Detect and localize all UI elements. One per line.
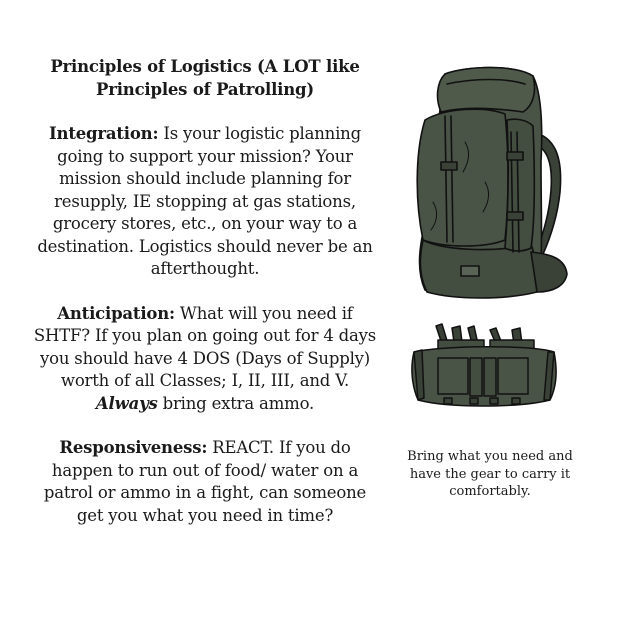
section-heading: Responsiveness:	[59, 438, 208, 457]
section-body: Is your logistic planning going to support your mission? Your mission should include planning for resupply, IE stopping at gas stations, grocery stores, etc., on your way to a destination. Logistics should never be an afterthought.	[37, 124, 373, 278]
section-body-after: bring extra ammo.	[157, 393, 315, 413]
emphasis-text: Always	[95, 393, 158, 413]
chest-rig-icon	[408, 322, 558, 410]
section-integration	[30, 123, 380, 281]
backpack-icon	[405, 62, 575, 302]
section-heading: Anticipation:	[57, 303, 175, 323]
caption: Bring what you need and have the gear to carry it comfortably.	[407, 449, 573, 499]
section-body: What will you need if SHTF? If you plan on going out for 4 days you should have 4 DOS (Days of Supply) worth of all Classes; I, II, III, and V.	[33, 303, 377, 390]
section-responsiveness	[30, 437, 380, 527]
text-column	[30, 56, 380, 549]
section-anticipation	[30, 303, 380, 416]
section-body: REACT. If you do happen to run out of food/ water on a patrol or ammo in a fight, can someone get you what you need in time?	[43, 438, 367, 525]
page-title: Principles of Logistics (A LOT like Principles of Patrolling)	[50, 57, 360, 99]
section-heading: Integration:	[49, 124, 159, 143]
